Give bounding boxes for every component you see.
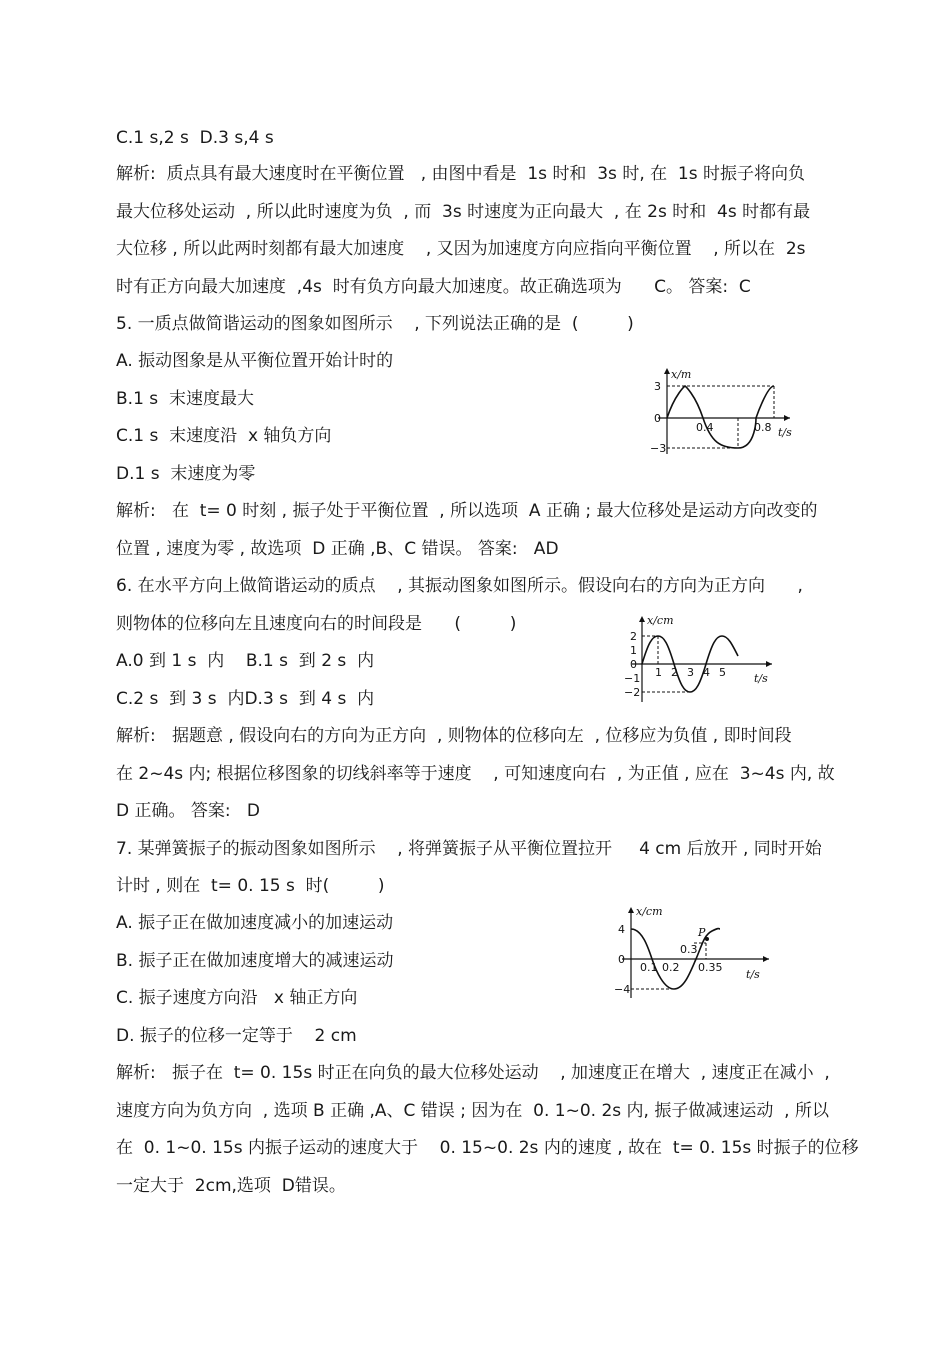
text-line: 解析: 振子在 t= 0. 15s 时正在向负的最大位移处运动 , 加速度正在增大 , 速度正在减小 , — [116, 1063, 830, 1083]
text-line: 最大位移处运动 , 所以此时速度为负 , 而 3s 时速度为正向最大 , 在 2s 时和 4s 时都有最 — [116, 202, 811, 222]
q5-ylabel: x/m — [671, 368, 692, 381]
q7-point-label: P — [698, 926, 706, 939]
text-line: 在 0. 1~0. 15s 内振子运动的速度大于 0. 15~0. 2s 内的速度 , 故在 t= 0. 15s 时振子的位移 — [116, 1138, 859, 1158]
q7-ylabel: x/cm — [636, 905, 663, 918]
text-line: B. 振子正在做加速度增大的减速运动 — [116, 951, 394, 971]
q5-ytop: 3 — [654, 380, 661, 393]
text-line: 位置 , 速度为零 , 故选项 D 正确 ,B、C 错误。 答案: AD — [116, 539, 559, 559]
q6-ylabel: x/cm — [647, 614, 674, 627]
q6-t1: 1 — [655, 666, 662, 679]
text-line: C. 振子速度方向沿 x 轴正方向 — [116, 988, 358, 1008]
text-line: 解析: 据题意 , 假设向右的方向为正方向 , 则物体的位移向左 , 位移应为负值 , 即时间段 — [116, 726, 792, 746]
text-line: C.1 s 末速度沿 x 轴负方向 — [116, 426, 332, 446]
text-line: D. 振子的位移一定等于 2 cm — [116, 1026, 357, 1046]
text-line: 时有正方向最大加速度 ,4s 时有负方向最大加速度。故正确选项为 C。 答案: C — [116, 277, 751, 297]
text-line: 6. 在水平方向上做简谐运动的质点 , 其振动图象如图所示。假设向右的方向为正方向 , — [116, 576, 803, 596]
text-line: C.2 s 到 3 s 内D.3 s 到 4 s 内 — [116, 689, 375, 709]
q7-t4: 0.35 — [698, 961, 723, 974]
text-line: 大位移 , 所以此两时刻都有最大加速度 , 又因为加速度方向应指向平衡位置 , 所以在 2s — [116, 239, 806, 259]
q6-t5: 5 — [719, 666, 726, 679]
figure-q5 — [650, 364, 795, 459]
text-line: A.0 到 1 s 内 B.1 s 到 2 s 内 — [116, 651, 375, 671]
text-line: C.1 s,2 s D.3 s,4 s — [116, 128, 274, 148]
q7-point-p — [705, 937, 709, 941]
q6-t2: 2 — [671, 666, 678, 679]
q7-xlabel: t/s — [746, 968, 760, 981]
q5-xlabel: t/s — [778, 426, 792, 439]
q7-ytop: 4 — [618, 923, 625, 936]
text-line: A. 振动图象是从平衡位置开始计时的 — [116, 351, 394, 371]
text-line: 一定大于 2cm,选项 D错误。 — [116, 1176, 346, 1196]
text-line: 在 2~4s 内; 根据位移图象的切线斜率等于速度 , 可知速度向右 , 为正值 , 应在 3~4s 内, 故 — [116, 764, 835, 784]
q6-t4: 4 — [703, 666, 710, 679]
q6-y1: 1 — [630, 644, 637, 657]
q7-t3: 0.3 — [680, 943, 698, 956]
q6-xlabel: t/s — [754, 672, 768, 685]
text-line: 解析: 质点具有最大速度时在平衡位置 , 由图中看是 1s 时和 3s 时, 在 1s 时振子将向负 — [116, 164, 806, 184]
text-line: A. 振子正在做加速度减小的加速运动 — [116, 913, 394, 933]
q7-t1: 0.1 — [640, 961, 658, 974]
q7-ybottom: −4 — [614, 983, 631, 996]
text-line: B.1 s 末速度最大 — [116, 389, 254, 409]
text-line: 速度方向为负方向 , 选项 B 正确 ,A、C 错误 ; 因为在 0. 1~0. 2s 内, 振子做减速运动 , 所以 — [116, 1101, 829, 1121]
text-line: 7. 某弹簧振子的振动图象如图所示 , 将弹簧振子从平衡位置拉开 4 cm 后放开 , 同时开始 — [116, 839, 822, 859]
q5-ybottom: −3 — [650, 442, 667, 455]
q7-origin: 0 — [618, 953, 625, 966]
text-line: 5. 一质点做简谐运动的图象如图所示 , 下列说法正确的是 ( ) — [116, 314, 634, 334]
text-line: 计时 , 则在 t= 0. 15 s 时( ) — [116, 876, 385, 896]
text-line: 解析: 在 t= 0 时刻 , 振子处于平衡位置 , 所以选项 A 正确 ; 最大位移处是运动方向改变的 — [116, 501, 818, 521]
text-line: D 正确。 答案: D — [116, 801, 260, 821]
text-line: 则物体的位移向左且速度向右的时间段是 ( ) — [116, 614, 517, 634]
figure-q6 — [622, 612, 777, 707]
q7-t2: 0.2 — [662, 961, 680, 974]
q6-y2: 2 — [630, 630, 637, 643]
q5-x1: 0.4 — [696, 421, 714, 434]
figure-q7 — [614, 903, 774, 1001]
q6-ym1: −1 — [624, 672, 641, 685]
q6-t3: 3 — [687, 666, 694, 679]
q6-ym2: −2 — [624, 686, 641, 699]
q5-curve — [667, 386, 774, 448]
q5-x2: 0.8 — [754, 421, 772, 434]
text-line: D.1 s 末速度为零 — [116, 464, 256, 484]
q5-origin: 0 — [654, 412, 661, 425]
q6-origin: 0 — [630, 658, 637, 671]
